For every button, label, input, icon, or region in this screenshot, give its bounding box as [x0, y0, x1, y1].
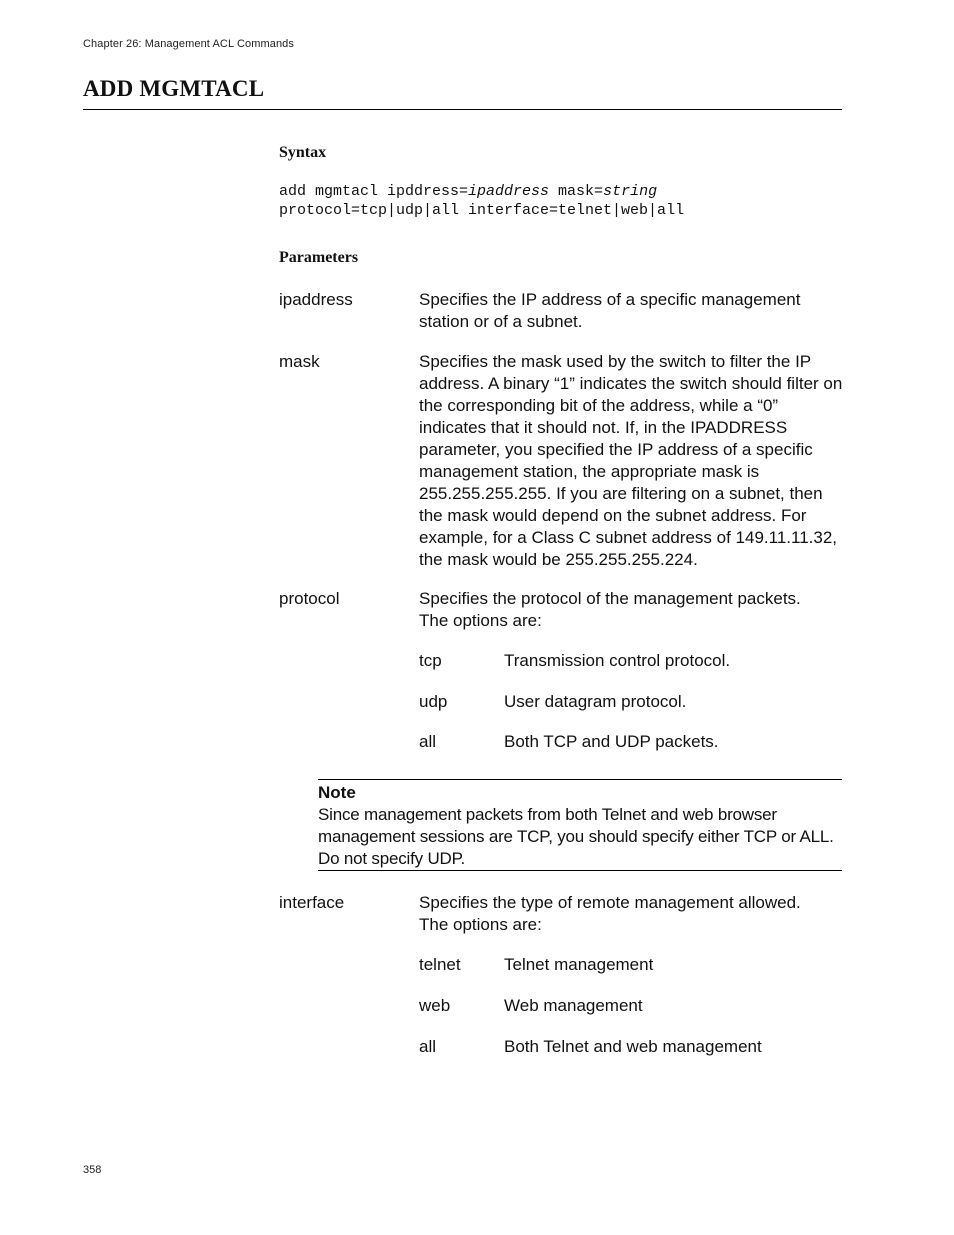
syntax-code-block	[279, 182, 684, 220]
protocol-option-desc: Transmission control protocol.	[504, 651, 731, 670]
param-interface-name: interface	[279, 893, 345, 912]
syntax-heading: Syntax	[279, 144, 327, 161]
interface-option-desc: Both Telnet and web management	[504, 1037, 762, 1056]
protocol-option-desc: User datagram protocol.	[504, 692, 687, 711]
page-title: ADD MGMTACL	[83, 76, 265, 101]
interface-option-name: telnet	[419, 955, 461, 974]
parameters-heading: Parameters	[279, 249, 359, 266]
protocol-option-name: tcp	[419, 651, 442, 670]
note-label: Note	[318, 783, 356, 802]
title-rule	[83, 109, 842, 110]
protocol-option-desc: Both TCP and UDP packets.	[504, 732, 719, 751]
interface-option-desc: Telnet management	[504, 955, 654, 974]
interface-option-name: all	[419, 1037, 437, 1056]
note-box	[318, 779, 842, 871]
param-ipaddress-name: ipaddress	[279, 290, 353, 309]
param-ipaddress-desc: Specifies the IP address of a specific management station or of a subnet.	[419, 290, 801, 331]
note-text: Since management packets from both Telnet and web browser management sessions are TCP, you should specify either TCP or ALL. Do not specify UDP.	[318, 805, 834, 868]
page-number: 358	[83, 1164, 102, 1176]
running-header: Chapter 26: Management ACL Commands	[83, 38, 294, 50]
param-mask-name: mask	[279, 352, 320, 371]
syntax-line1-ipaddress-placeholder: ipaddress	[468, 183, 550, 200]
syntax-line2: protocol=tcp|udp|all interface=telnet|web|all	[279, 202, 685, 219]
protocol-option-name: udp	[419, 692, 448, 711]
interface-option-name: web	[419, 996, 451, 1015]
interface-option-desc: Web management	[504, 996, 643, 1015]
param-protocol-desc: Specifies the protocol of the management packets. The options are:	[419, 589, 801, 630]
syntax-line1-mask: mask=	[549, 183, 604, 200]
param-interface-desc: Specifies the type of remote management allowed. The options are:	[419, 893, 801, 934]
protocol-option-name: all	[419, 732, 437, 751]
param-mask-desc: Specifies the mask used by the switch to filter the IP address. A binary “1” indicates the switch should filter on the corresponding bit of the address, while a “0” indicates that it should not. If, in the IPADDRESS parameter, you specified the IP address of a specific management station, the appropriate mask is 255.255.255.255. If you are filtering on a subnet, then the mask would depend on the subnet address. For example, for a Class C subnet address of 149.11.11.32, the mask would be 255.255.255.224.	[419, 352, 843, 569]
syntax-line1-command: add mgmtacl ipddress=	[279, 183, 469, 200]
param-protocol-name: protocol	[279, 589, 340, 608]
syntax-line1-string-placeholder: string	[603, 183, 658, 200]
